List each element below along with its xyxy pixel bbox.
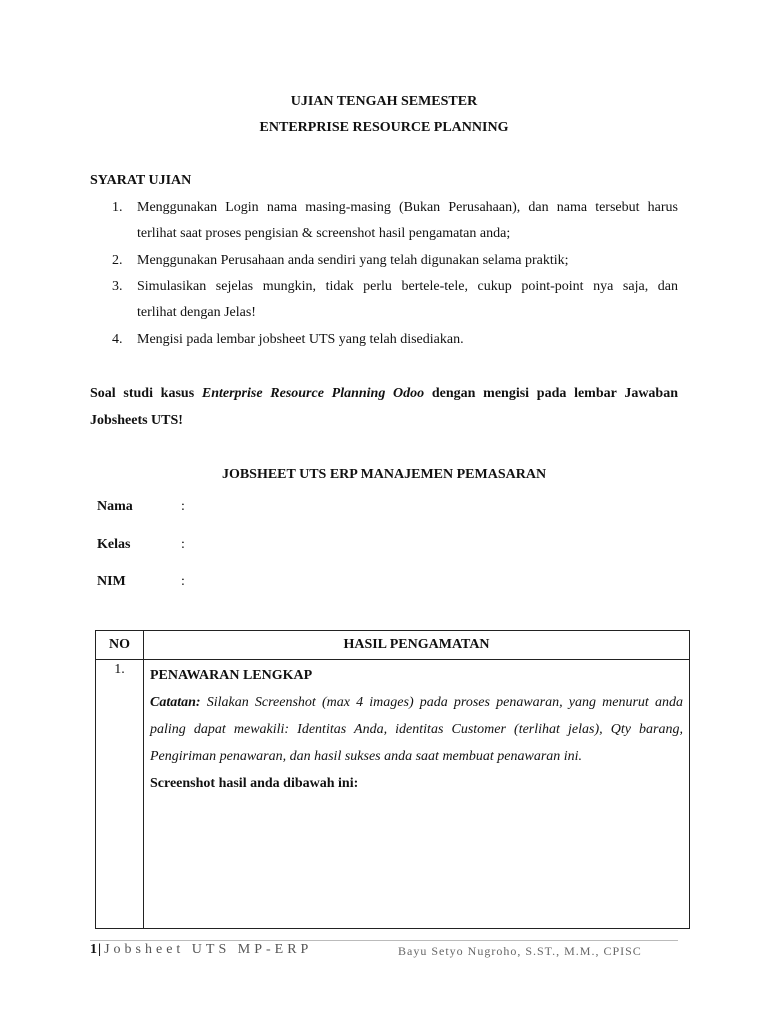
list-text-line: Mengisi pada lembar jobsheet UTS yang telah disediakan. xyxy=(137,332,464,347)
footer-left xyxy=(90,942,312,958)
syarat-item-3 xyxy=(112,274,678,326)
footer-separator: | xyxy=(98,942,102,957)
nama-label: Nama xyxy=(97,499,133,514)
screenshot-label: Screenshot hasil anda dibawah ini: xyxy=(150,776,359,791)
row-number: 1. xyxy=(96,660,144,929)
footer-author: Bayu Setyo Nugroho, S.ST., M.M., CPISC xyxy=(398,944,642,958)
soal-line-1 xyxy=(90,386,678,402)
soal-line-2: Jobsheets UTS! xyxy=(90,413,183,428)
nim-colon: : xyxy=(181,574,185,589)
table-row xyxy=(96,660,690,929)
list-number: 4. xyxy=(112,332,123,347)
footer-doc-name: Jobsheet UTS MP-ERP xyxy=(104,942,313,957)
catatan-body: Silakan Screenshot (max 4 images) pada proses penawaran, yang menurut anda paling dapat mewakili: Identitas Anda, identitas Customer (terlihat jelas), Qty barang, Pengiriman penawaran, dan hasil sukses anda saat membuat penawaran ini. xyxy=(150,695,683,764)
table-header-row xyxy=(96,631,690,660)
kelas-colon: : xyxy=(181,537,185,552)
list-number: 3. xyxy=(112,279,123,294)
syarat-item-1 xyxy=(112,195,678,247)
soal-prefix: Soal studi kasus xyxy=(90,386,202,401)
nama-colon: : xyxy=(181,499,185,514)
syarat-heading: SYARAT UJIAN xyxy=(90,173,192,188)
header-no: NO xyxy=(96,631,144,660)
list-number: 1. xyxy=(112,200,123,215)
list-number: 2. xyxy=(112,253,123,268)
header-hasil: HASIL PENGAMATAN xyxy=(144,631,690,660)
catatan-text xyxy=(150,689,683,770)
hasil-table xyxy=(95,630,690,929)
title-line-2: ENTERPRISE RESOURCE PLANNING xyxy=(259,120,509,135)
kelas-label: Kelas xyxy=(97,537,131,552)
footer-divider xyxy=(90,940,678,941)
nim-label: NIM xyxy=(97,574,126,589)
jobsheet-title: JOBSHEET UTS ERP MANAJEMEN PEMASARAN xyxy=(221,467,547,482)
page-number: 1 xyxy=(90,942,97,957)
list-text-line: Menggunakan Perusahaan anda sendiri yang telah digunakan selama praktik; xyxy=(137,253,569,268)
list-text-line: Menggunakan Login nama masing-masing (Bukan Perusahaan), dan nama tersebut harus xyxy=(137,200,678,215)
list-text-line: Simulasikan sejelas mungkin, tidak perlu bertele-tele, cukup point-point nya saja, dan xyxy=(137,279,678,294)
soal-suffix: dengan mengisi pada lembar Jawaban xyxy=(424,386,678,401)
title-line-1: UJIAN TENGAH SEMESTER xyxy=(290,94,478,109)
row-heading: PENAWARAN LENGKAP xyxy=(150,668,313,683)
row-content xyxy=(144,660,690,929)
syarat-item-2 xyxy=(112,248,678,274)
list-text-line: terlihat dengan Jelas! xyxy=(137,305,256,320)
catatan-label: Catatan: xyxy=(150,695,201,710)
soal-italic: Enterprise Resource Planning Odoo xyxy=(201,386,425,401)
list-text-line: terlihat saat proses pengisian & screenshot hasil pengamatan anda; xyxy=(137,226,511,241)
syarat-item-4 xyxy=(112,327,678,353)
